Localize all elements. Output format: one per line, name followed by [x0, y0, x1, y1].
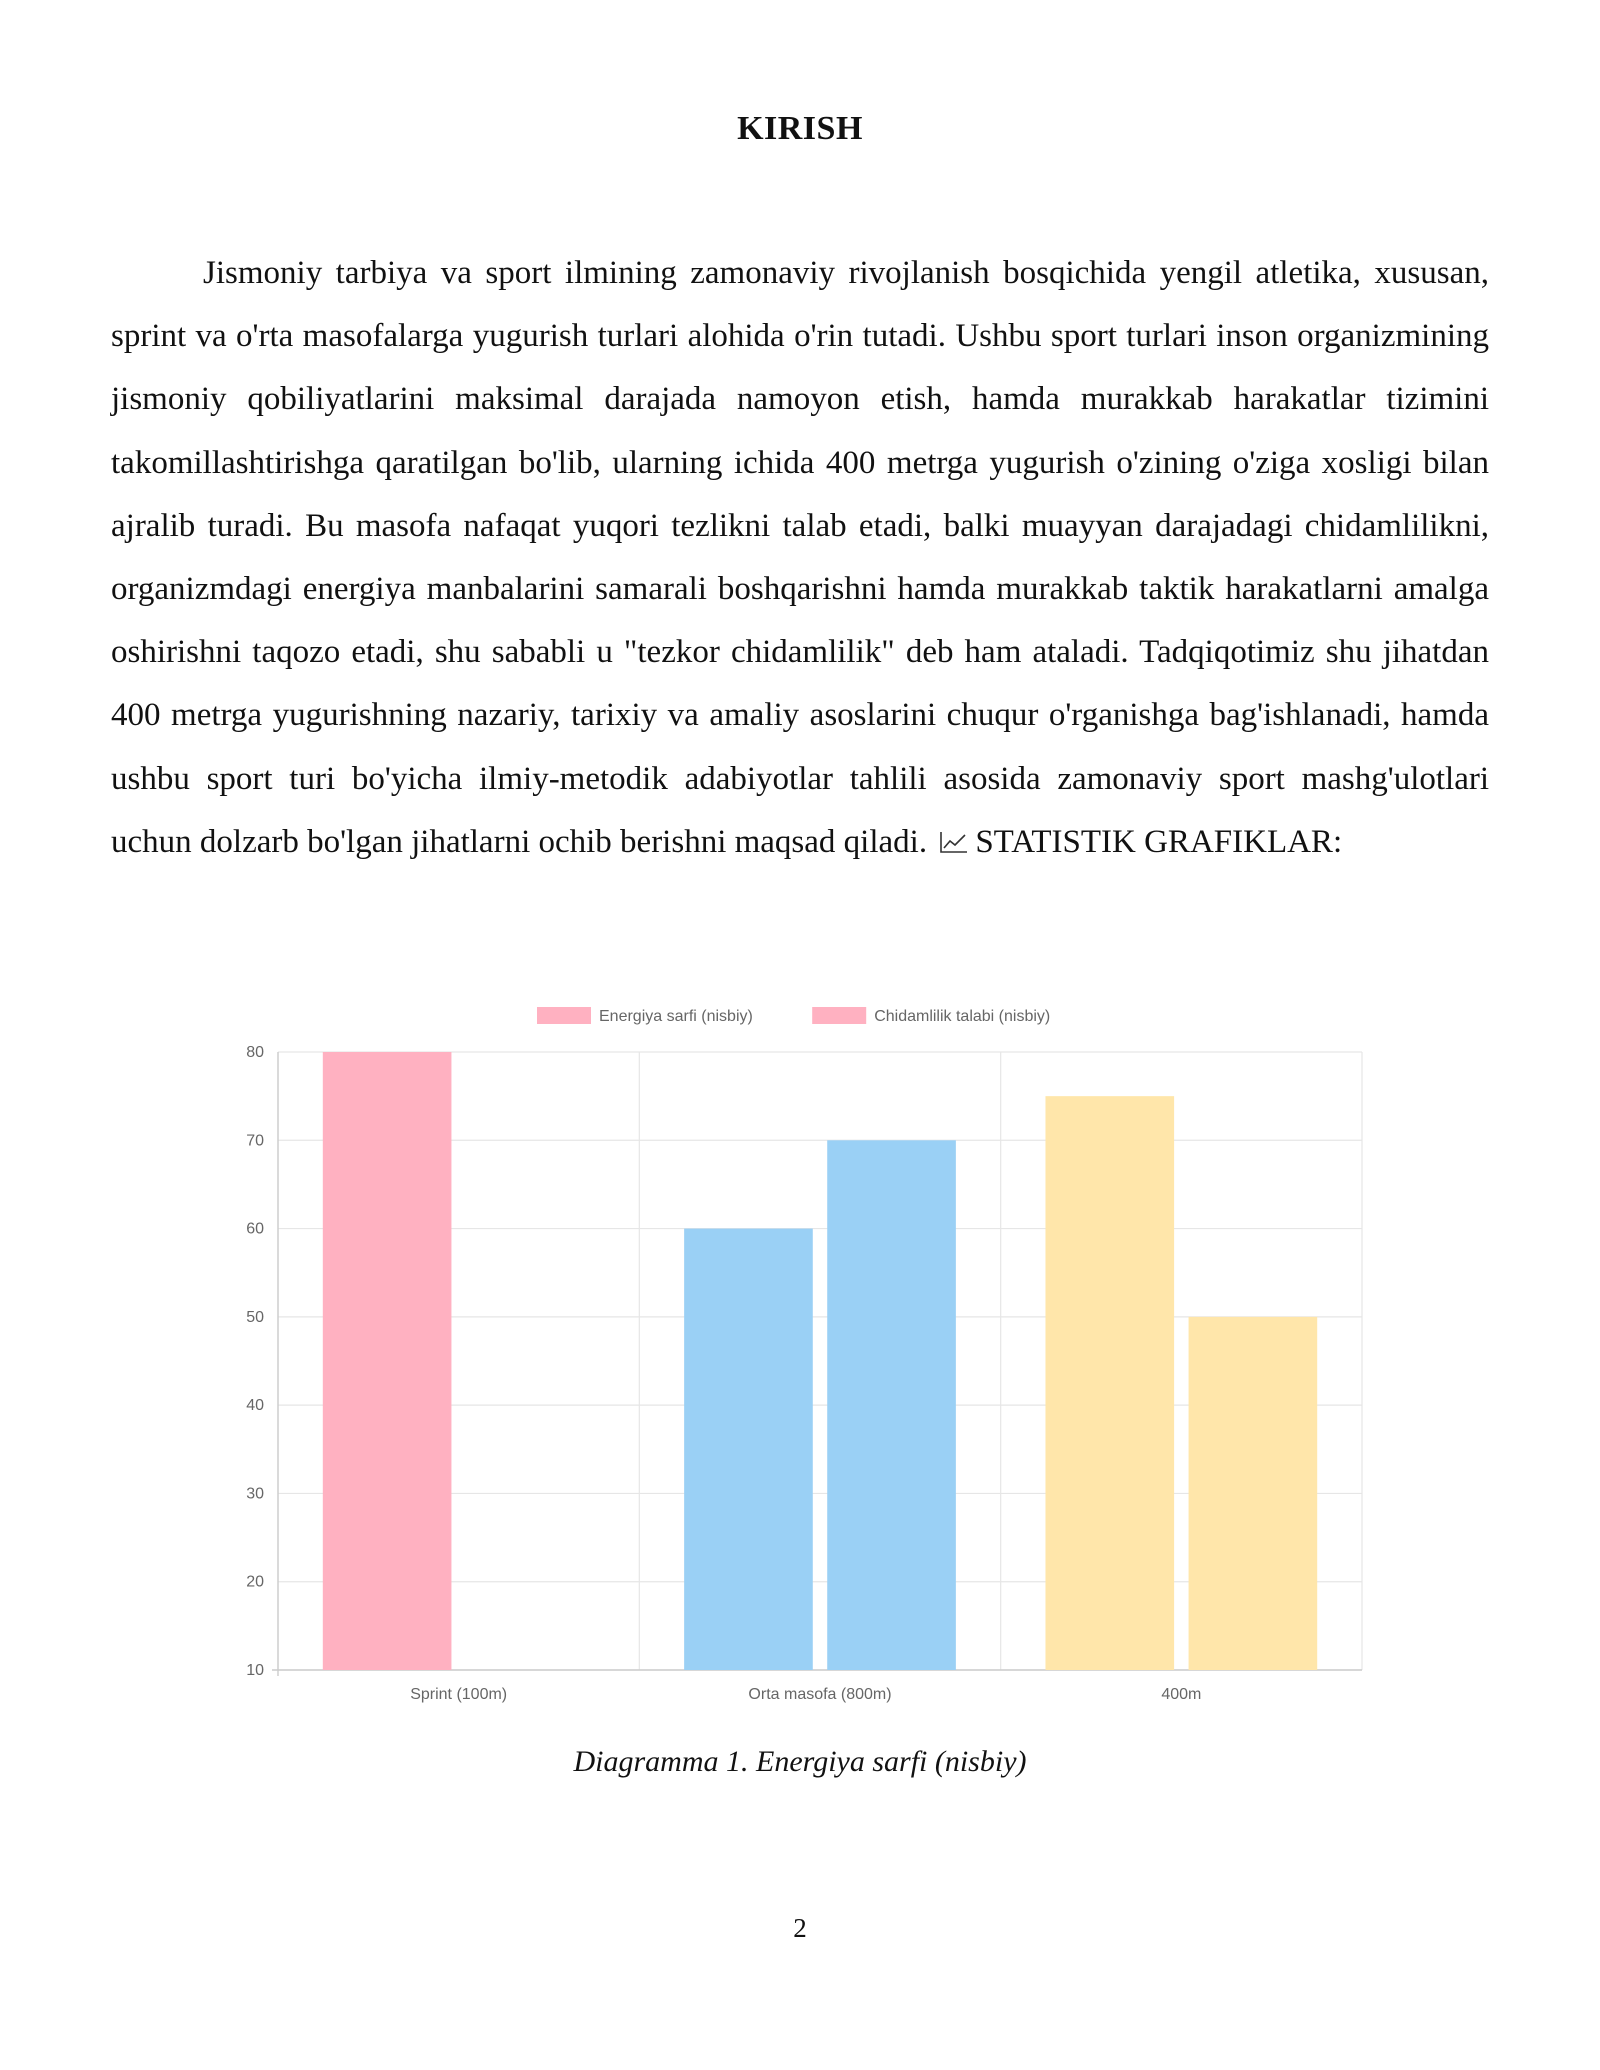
bar-chidamlilik-1	[827, 1140, 956, 1670]
x-category-label: Sprint (100m)	[410, 1686, 508, 1703]
legend-swatch	[537, 1007, 591, 1024]
page-title: KIRISH	[737, 110, 863, 147]
statistics-heading: STATISTIK GRAFIKLAR:	[975, 823, 1343, 860]
bar-chart-svg	[220, 1000, 1380, 1720]
bar-chidamlilik-2	[1189, 1317, 1318, 1670]
x-category-label: Orta masofa (800m)	[748, 1686, 892, 1703]
intro-paragraph-text: Jismoniy tarbiya va sport ilmining zamonaviy rivojlanish bosqichida yengil atletika, xususan, sprint va o'rta masofalarga yugurish turlari alohida o'rin tutadi. Ushbu sport turlari inson organizmining jismoniy qobiliyatlarini maksimal darajada namoyon etish, hamda murakkab harakatlar tizimini takomillashtirishga qaratilgan bo'lib, ularning ichida 400 metrga yugurish o'zining o'ziga xosligi bilan ajralib turadi. Bu masofa nafaqat yuqori tezlikni talab etadi, balki muayyan darajadagi chidamlilikni, organizmdagi energiya manbalarini samarali boshqarishni hamda murakkab taktik harakatlarni amalga oshirishni taqozo etadi, shu sababli u "tezkor chidamlilik" deb ham ataladi. Tadqiqotimiz shu jihatdan 400 metrga yugurishning nazariy, tarixiy va amaliy asoslarini chuqur o'rganishga bag'ishlanadi, hamda ushbu sport turi bo'yicha ilmiy-metodik adabiyotlar tahlili asosida zamonaviy sport mashg'ulotlari uchun dolzarb bo'lgan jihatlarni ochib berishni maqsad qiladi.	[111, 255, 1489, 860]
y-tick-label: 70	[246, 1132, 264, 1150]
legend-label: Chidamlilik talabi (nisbiy)	[874, 1008, 1051, 1025]
legend-swatch	[812, 1007, 866, 1024]
bar-energiya-2	[1045, 1096, 1174, 1670]
intro-paragraph	[111, 242, 1489, 874]
figure-caption: Diagramma 1. Energiya sarfi (nisbiy)	[573, 1745, 1027, 1778]
bar-energiya-1	[684, 1229, 813, 1670]
page-number: 2	[793, 1913, 807, 1943]
legend-label: Energiya sarfi (nisbiy)	[599, 1008, 753, 1025]
bar-energiya-0	[323, 1052, 452, 1670]
y-tick-label: 60	[246, 1220, 264, 1238]
y-tick-label: 20	[246, 1573, 264, 1591]
y-tick-label: 50	[246, 1308, 264, 1326]
x-category-label: 400m	[1161, 1686, 1202, 1703]
y-tick-label: 30	[246, 1485, 264, 1503]
y-tick-label: 10	[246, 1662, 264, 1679]
y-tick-label: 40	[246, 1397, 264, 1415]
y-tick-label: 80	[246, 1044, 264, 1061]
bar-chart	[220, 1000, 1380, 1720]
chart-line-icon	[939, 830, 969, 854]
